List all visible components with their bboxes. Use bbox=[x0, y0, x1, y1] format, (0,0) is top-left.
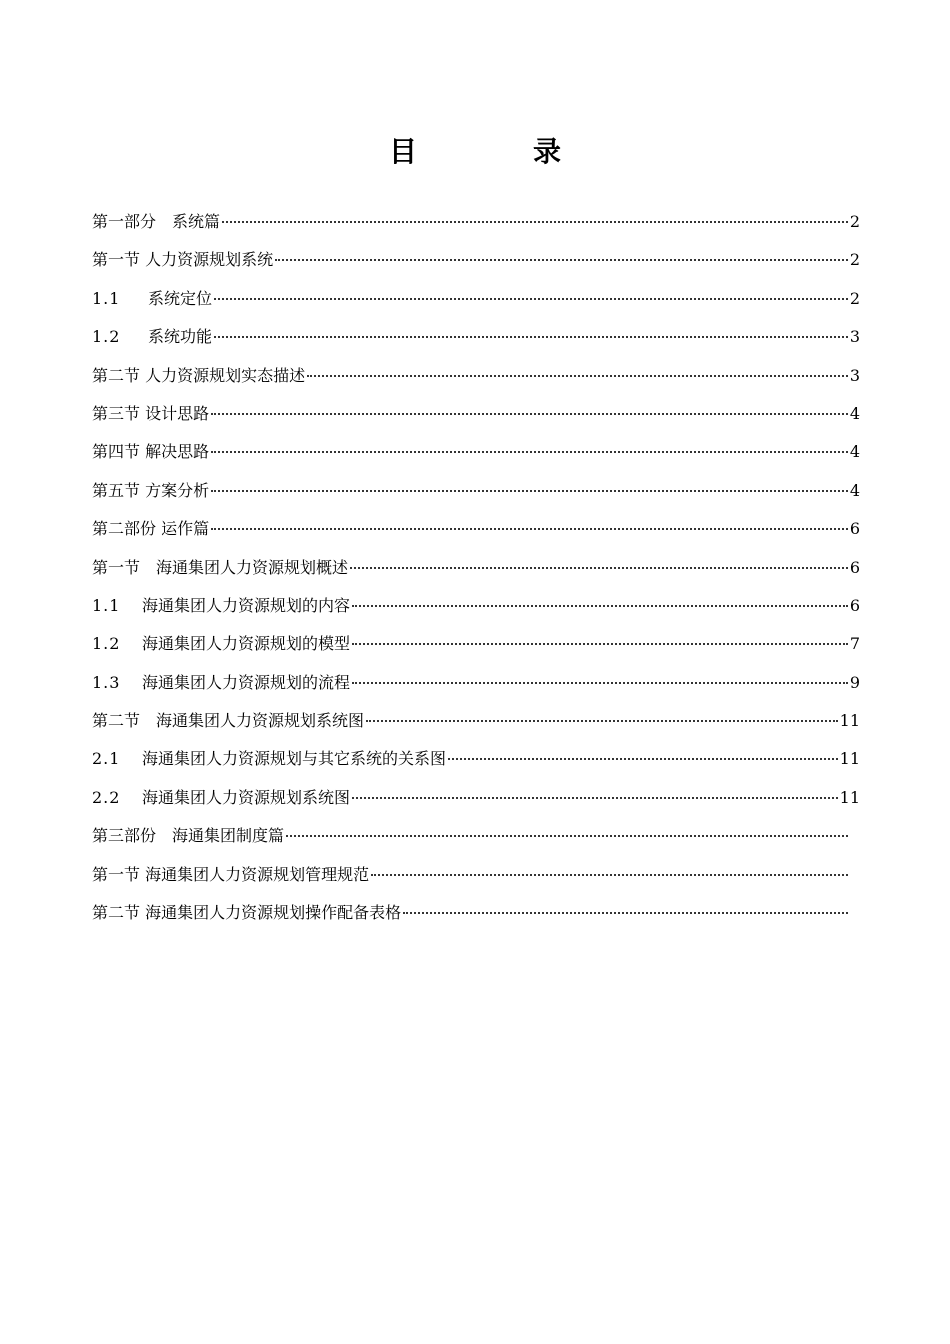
toc-dot-leader bbox=[307, 374, 848, 377]
toc-entry-page-number: 6 bbox=[849, 519, 860, 539]
toc-entry[interactable] bbox=[92, 212, 860, 250]
toc-entry[interactable] bbox=[92, 596, 860, 634]
toc-dot-leader bbox=[371, 873, 848, 876]
toc-entry-label bbox=[92, 289, 212, 309]
toc-entry-text: 第三节 设计思路 bbox=[92, 403, 210, 423]
toc-entry[interactable] bbox=[92, 903, 860, 941]
toc-entry-page-number: 6 bbox=[849, 595, 860, 615]
toc-entry-text: 第四节 解决思路 bbox=[92, 442, 210, 462]
toc-dot-leader bbox=[214, 335, 848, 338]
toc-entry[interactable] bbox=[92, 404, 860, 442]
toc-entry[interactable] bbox=[92, 865, 860, 903]
toc-dot-leader bbox=[286, 834, 848, 837]
toc-entry[interactable] bbox=[92, 749, 860, 787]
toc-entry-page-number: 3 bbox=[849, 365, 860, 385]
toc-entry-page-number: 2 bbox=[849, 250, 860, 270]
toc-entry[interactable] bbox=[92, 442, 860, 480]
toc-dot-leader bbox=[352, 796, 838, 799]
toc-entry-label bbox=[92, 596, 350, 616]
toc-dot-leader bbox=[214, 297, 848, 300]
toc-entry-number: 1.2 bbox=[92, 327, 121, 347]
toc-entry[interactable] bbox=[92, 519, 860, 557]
toc-entry-label bbox=[92, 404, 209, 424]
toc-dot-leader bbox=[352, 681, 848, 684]
toc-entry-label bbox=[92, 673, 350, 693]
toc-entry-label bbox=[92, 519, 209, 539]
toc-entry[interactable] bbox=[92, 826, 860, 864]
toc-entry-number: 1.1 bbox=[92, 595, 121, 615]
toc-entry-page-number: 4 bbox=[849, 442, 860, 462]
toc-entry-number: 1.1 bbox=[92, 288, 121, 308]
toc-entry-text: 第五节 方案分析 bbox=[92, 480, 210, 500]
toc-entry-page-number: 11 bbox=[839, 749, 860, 769]
toc-entry-label bbox=[92, 826, 284, 846]
toc-entry-label bbox=[92, 250, 273, 270]
toc-entry-text: 海通集团人力资源规划的模型 bbox=[142, 634, 351, 654]
toc-entry[interactable] bbox=[92, 366, 860, 404]
toc-list bbox=[92, 212, 860, 941]
toc-entry-page-number: 11 bbox=[839, 787, 860, 807]
toc-entry-text: 第二节 人力资源规划实态描述 bbox=[92, 365, 306, 385]
toc-entry-text: 第三部份 海通集团制度篇 bbox=[92, 826, 285, 846]
toc-entry-text: 海通集团人力资源规划系统图 bbox=[142, 787, 351, 807]
toc-entry-label bbox=[92, 327, 212, 347]
toc-entry-number: 2.2 bbox=[92, 787, 121, 807]
toc-title: 目 录 bbox=[388, 135, 605, 168]
toc-entry-page-number: 6 bbox=[849, 557, 860, 577]
toc-dot-leader bbox=[222, 220, 848, 223]
toc-entry-label bbox=[92, 903, 401, 923]
toc-entry-text: 第二节 海通集团人力资源规划操作配备表格 bbox=[92, 903, 402, 923]
toc-dot-leader bbox=[211, 489, 848, 492]
toc-entry-label bbox=[92, 366, 305, 386]
toc-entry-label bbox=[92, 558, 348, 578]
toc-entry-text: 第一部分 系统篇 bbox=[92, 212, 221, 231]
toc-dot-leader bbox=[211, 527, 848, 530]
toc-dot-leader bbox=[352, 642, 848, 645]
toc-entry-text: 第一节 海通集团人力资源规划概述 bbox=[92, 557, 349, 577]
toc-dot-leader bbox=[211, 412, 848, 415]
toc-entry[interactable] bbox=[92, 558, 860, 596]
toc-entry[interactable] bbox=[92, 250, 860, 288]
toc-entry-label bbox=[92, 442, 209, 462]
toc-dot-leader bbox=[448, 757, 838, 760]
toc-entry-number: 1.2 bbox=[92, 634, 121, 654]
toc-entry-label bbox=[92, 788, 350, 808]
toc-entry-text: 海通集团人力资源规划的流程 bbox=[142, 672, 351, 692]
toc-entry-label bbox=[92, 749, 446, 769]
toc-entry-text: 海通集团人力资源规划与其它系统的关系图 bbox=[142, 749, 447, 769]
toc-dot-leader bbox=[350, 566, 848, 569]
toc-dot-leader bbox=[403, 911, 848, 914]
toc-entry-label bbox=[92, 212, 220, 232]
toc-entry-label bbox=[92, 711, 364, 731]
toc-entry[interactable] bbox=[92, 481, 860, 519]
toc-entry[interactable] bbox=[92, 711, 860, 749]
toc-entry-page-number: 4 bbox=[849, 480, 860, 500]
toc-entry[interactable] bbox=[92, 673, 860, 711]
toc-dot-leader bbox=[275, 258, 848, 261]
toc-entry-text: 系统功能 bbox=[148, 327, 213, 347]
toc-entry-page-number: 2 bbox=[849, 212, 860, 231]
toc-entry-text: 海通集团人力资源规划的内容 bbox=[142, 595, 351, 615]
toc-entry-text: 第二部份 运作篇 bbox=[92, 519, 210, 539]
toc-entry-page-number: 2 bbox=[849, 288, 860, 308]
toc-entry-page-number: 3 bbox=[849, 327, 860, 347]
toc-entry-text: 第一节 人力资源规划系统 bbox=[92, 250, 274, 270]
toc-entry-label bbox=[92, 634, 350, 654]
toc-entry-page-number: 9 bbox=[849, 672, 860, 692]
toc-entry-label bbox=[92, 481, 209, 501]
toc-entry-page-number: 7 bbox=[849, 634, 860, 654]
toc-entry-page-number: 11 bbox=[839, 711, 860, 731]
toc-entry-text: 系统定位 bbox=[148, 288, 213, 308]
toc-entry[interactable] bbox=[92, 634, 860, 672]
toc-entry-number: 1.3 bbox=[92, 672, 121, 692]
toc-entry-page-number: 4 bbox=[849, 403, 860, 423]
toc-entry-label bbox=[92, 865, 369, 885]
toc-entry-text: 第一节 海通集团人力资源规划管理规范 bbox=[92, 864, 370, 884]
toc-entry[interactable] bbox=[92, 289, 860, 327]
toc-dot-leader bbox=[352, 604, 848, 607]
toc-entry[interactable] bbox=[92, 788, 860, 826]
toc-dot-leader bbox=[211, 450, 848, 453]
toc-entry[interactable] bbox=[92, 327, 860, 365]
toc-entry-number: 2.1 bbox=[92, 749, 121, 769]
toc-entry-text: 第二节 海通集团人力资源规划系统图 bbox=[92, 711, 365, 731]
toc-dot-leader bbox=[366, 719, 838, 722]
